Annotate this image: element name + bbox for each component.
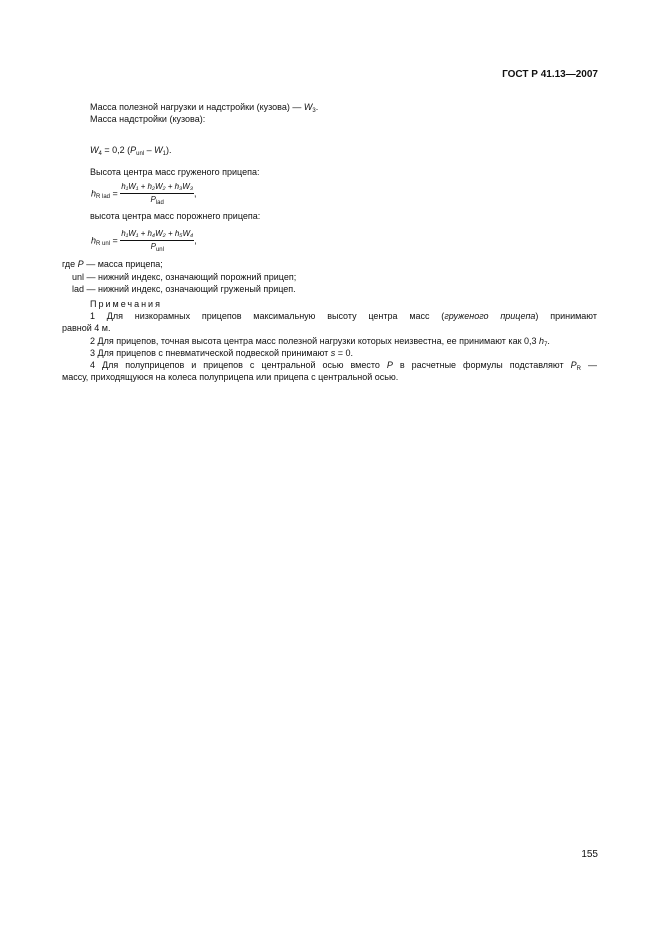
fraction-unl: [120, 229, 194, 253]
notes-heading: Примечания: [90, 299, 162, 309]
paragraph-empty-cog: высота центра масс порожнего прицепа:: [90, 211, 261, 221]
note-4-line-1: 4 Для полуприцепов и прицепов с центральной осью вместо P в расчетные формулы подставляют $P_R$ —: [90, 360, 597, 372]
where-clause: где P — масса прицепа;: [62, 259, 163, 269]
page-number: 155: [581, 849, 598, 860]
paragraph-payload-mass: Масса полезной нагрузки и надстройки (кузова) — $W_3$.: [90, 102, 319, 114]
fraction-lad: [120, 182, 194, 206]
note-4-line-2: массу, приходящуюся на колеса полуприцепа или прицепа с центральной осью.: [62, 372, 399, 382]
where-item-lad: lad — нижний индекс, означающий груженый прицеп.: [72, 284, 296, 294]
document-header: ГОСТ Р 41.13—2007: [502, 69, 598, 80]
denominator-lad: $P_{lad}$: [150, 195, 164, 206]
equation-w4: $W_4 = 0,2$ $(P_{unl} - W_1)$.: [90, 145, 172, 157]
equation-h-r-unl: $h_{R unl}$ = $\frac{\text{h₁W₁ + h₄W₂ + h₅W₄}}{P_{unl}}$ ,: [91, 229, 197, 253]
where-item-unl: unl — нижний индекс, означающий порожний прицеп;: [72, 272, 297, 282]
equation-h-r-lad: $h_{R lad}$ = $\frac{\text{h₁W₁ + h₂W₂ + h₃W₃}}{P_{lad}}$ ,: [91, 182, 197, 206]
note-2: 2 Для прицепов, точная высота центра масс полезной нагрузки которых неизвестна, ее принимают как 0,3 $h_7$.: [90, 336, 550, 348]
numerator-unl: h₁W₁ + h₄W₂ + h₅W₄: [120, 229, 194, 241]
numerator-lad: h₁W₁ + h₂W₂ + h₃W₃: [120, 182, 194, 194]
paragraph-body-mass: Масса надстройки (кузова):: [90, 114, 206, 124]
note-1-line-2: равной 4 м.: [62, 323, 111, 333]
paragraph-loaded-cog: Высота центра масс груженого прицепа:: [90, 167, 260, 177]
note-3: 3 Для прицепов с пневматической подвеской принимают s = 0.: [90, 348, 354, 358]
denominator-unl: $P_{unl}$: [150, 242, 164, 253]
note-1-line-1: 1 Для низкорамных прицепов максимальную высоту центра масс (груженого прицепа) принимают: [90, 311, 597, 321]
